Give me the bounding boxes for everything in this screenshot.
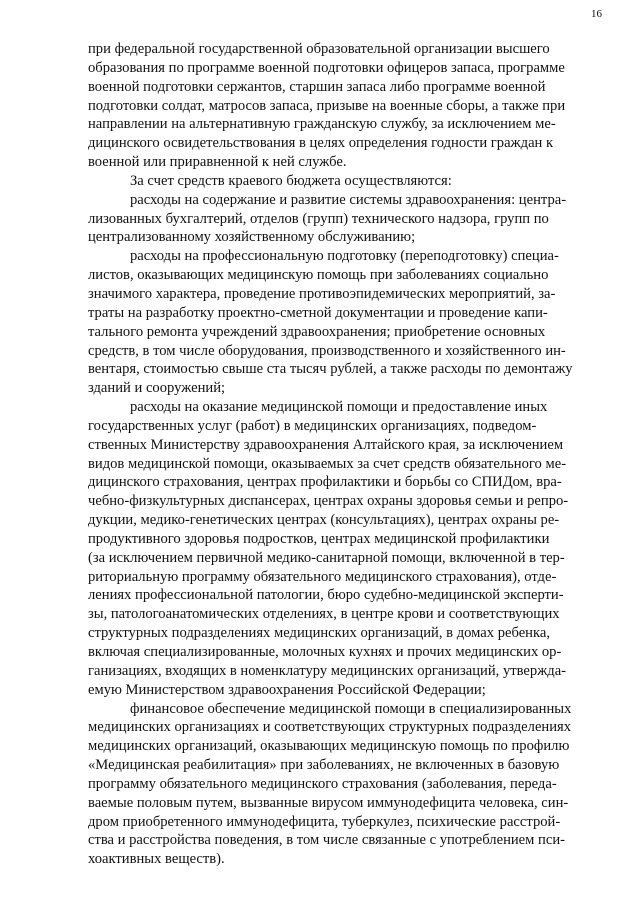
text-line: финансовое обеспечение медицинской помощи в специализированных [130,700,572,717]
text-line: риториальную программу обязательного медицинского страхования), отде- [88,568,557,585]
text-line: траты на разработку проектно-сметной документации и проведение капи- [88,304,548,321]
text-line: лениях профессиональной патологии, бюро судебно-медицинской эксперти- [88,587,564,604]
text-line: дукции, медико-генетических центрах (консультациях), центрах охраны ре- [88,512,560,529]
text-line: листов, оказывающих медицинскую помощь при заболеваниях социально [88,267,549,284]
text-line: зданий и сооружений; [88,380,226,397]
text-line: медицинских организаций, оказывающих медицинскую помощь по профилю [88,738,570,755]
text-line: военной подготовки сержантов, старшин запаса либо программе военной [88,78,546,95]
text-line: централизованному хозяйственному обслуживанию; [88,229,416,246]
text-line: программу обязательного медицинского страхования (заболевания, переда- [88,775,557,792]
text-line: подготовки солдат, матросов запаса, призыве на военные сборы, а также при [88,97,566,114]
text-line: дром приобретенного иммунодефицита, туберкулез, психические расстрой- [88,813,561,830]
text-line: образования по программе военной подготовки офицеров запаса, программе [88,59,565,76]
text-line: дицинского освидетельствования в целях определения годности граждан к [88,135,554,152]
text-line: тального ремонта учреждений здравоохранения; приобретение основных [88,323,546,340]
text-line: зы, патологоанатомических отделениях, в центре крови и соответствующих [88,606,560,623]
text-line: лизованных бухгалтерий, отделов (групп) технического надзора, групп по [88,210,549,227]
text-line: расходы на профессиональную подготовку (переподготовку) специа- [130,248,559,265]
text-line: медицинских организациях и соответствующих структурных подразделениях [88,719,572,736]
text-line: вентаря, стоимостью свыше ста тысяч рублей, а также расходы по демонтажу [88,361,573,378]
text-line: За счет средств краевого бюджета осуществляются: [130,172,452,189]
text-line: ства и расстройства поведения, в том числе связанные с употреблением пси- [88,832,566,849]
text-line: расходы на оказание медицинской помощи и предоставление иных [130,399,548,416]
text-line: военной или приравненной к ней службе. [88,154,347,171]
page-number: 16 [591,8,602,20]
text-line: ственных Министерству здравоохранения Алтайского края, за исключением [88,436,564,453]
text-line: расходы на содержание и развитие системы здравоохранения: центра- [130,191,567,208]
text-line: направлении на альтернативную гражданскую службу, за исключением ме- [88,116,556,133]
text-line: чебно-физкультурных диспансерах, центрах охраны здоровья семьи и репро- [88,493,569,510]
text-line: емую Министерством здравоохранения Российской Федерации; [88,681,486,698]
text-line: средств, в том числе оборудования, производственного и хозяйственного ин- [88,342,566,359]
text-line: дицинского страхования, центрах профилактики и борьбы со СПИДом, вра- [88,474,562,491]
text-line: государственных услуг (работ) в медицинских организациях, подведом- [88,417,537,434]
text-line: ганизациях, входящих в номенклатуру медицинских организаций, утвержда- [88,662,567,679]
text-line: структурных подразделениях медицинских организаций, в домах ребенка, [88,625,550,642]
text-line: включая специализированные, молочных кухнях и прочих медицинских ор- [88,644,562,660]
text-line: при федеральной государственной образовательной организации высшего [88,41,550,57]
text-line: хоактивных веществ). [88,851,225,868]
text-line: видов медицинской помощи, оказываемых за счет средств обязательного ме- [88,455,567,472]
text-line: значимого характера, проведение противоэпидемических мероприятий, за- [88,285,556,302]
text-line: «Медицинская реабилитация» при заболеваниях, не включенных в базовую [88,757,560,774]
text-line: ваемые половым путем, вызванные вирусом иммунодефицита человека, син- [88,794,569,811]
text-line: продуктивного здоровья подростков, центрах медицинской профилактики [88,530,550,547]
document-body [88,40,608,869]
text-line: (за исключением первичной медико-санитарной помощи, включенной в тер- [88,549,565,566]
